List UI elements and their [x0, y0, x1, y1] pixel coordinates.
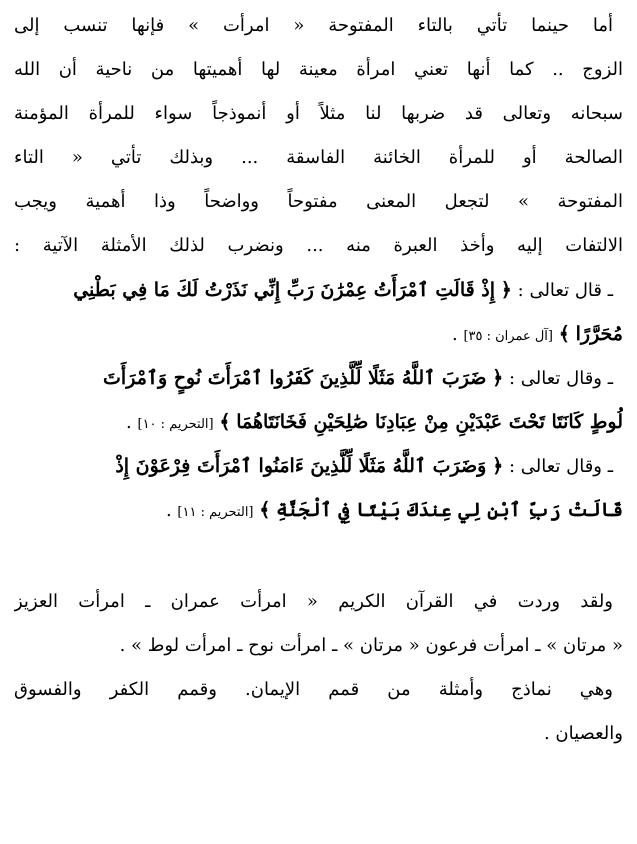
- verse-reference: [آل عمران : ٣٥]: [463, 329, 553, 344]
- paragraph-line: الصالحة أو للمرأة الخائنة الفاسقة ... وبذلك تأتي « التاء: [14, 147, 623, 168]
- example-3: [14, 444, 623, 532]
- paragraph-line: سبحانه وتعالى قد ضربها لنا مثلاً أو أنموذجاً سواء للمرأة المؤمنة: [14, 103, 623, 124]
- paragraph-line: الزوج .. كما أنها تعني امرأة معينة لها أهميتها من ناحية أن الله: [14, 59, 623, 80]
- sentence-end: .: [165, 500, 172, 521]
- conclusion-paragraph: [14, 668, 623, 756]
- verse-line: [14, 400, 623, 444]
- verse-reference: [التحريم : ١٠]: [137, 417, 214, 432]
- close-bracket: ﴾: [219, 411, 231, 433]
- example-2: [14, 356, 623, 444]
- verse-intro: ـ وقال تعالى :: [508, 368, 613, 389]
- verse-line: [14, 444, 623, 488]
- sentence-end: .: [126, 412, 132, 433]
- verse-line: [14, 268, 623, 312]
- sentence-end: .: [451, 324, 458, 345]
- quran-verse: وَضَرَبَ ٱللَّهُ مَثَلًا لِّلَّذِينَ ءَامَنُوا ٱمْرَأَتَ فِرْعَوْنَ إِذْ: [115, 455, 487, 477]
- verse-intro: ـ وقال تعالى :: [508, 456, 613, 477]
- example-1: [14, 268, 623, 356]
- verse-intro: ـ قال تعالى :: [517, 280, 613, 301]
- open-bracket: ﴿: [492, 367, 504, 389]
- verse-reference: [التحريم : ١١]: [177, 505, 254, 520]
- occurrences-paragraph: [14, 580, 623, 668]
- verse-line: [14, 488, 623, 532]
- paragraph-spacer: [14, 532, 623, 580]
- paragraph-line: « مرتان » ـ امرأت فرعون « مرتان » ـ امرأت نوح ـ امرأت لوط » .: [119, 635, 623, 656]
- paragraph-line: وهي نماذج وأمثلة من قمم الإيمان. وقمم الكفر والفسوق: [14, 679, 613, 700]
- paragraph-line: المفتوحة » لتجعل المعنى مفتوحاً وواضحاً وذا أهمية ويجب: [14, 191, 623, 212]
- open-bracket: ﴿: [500, 279, 512, 301]
- open-bracket: ﴿: [492, 455, 504, 477]
- quran-verse: مُحَرَّرًا: [575, 323, 623, 345]
- quran-verse: لُوطٍ كَانَتَا تَحْتَ عَبْدَيْنِ مِنْ عِبَادِنَا صَٰلِحَيْنِ فَخَانَتَاهُمَا: [236, 411, 623, 433]
- paragraph-line: ولقد وردت في القرآن الكريم « امرأت عمران ـ امرأت العزيز: [14, 591, 613, 612]
- intro-paragraph: [14, 4, 623, 268]
- quran-verse: قَالَتْ رَبِّ ٱبْنِ لِي عِندَكَ بَيْتًا فِي ٱلْجَنَّةِ: [276, 499, 623, 521]
- verse-line: [14, 356, 623, 400]
- quran-verse: إِذْ قَالَتِ ٱمْرَأَتُ عِمْرَٰنَ رَبِّ إِنِّي نَذَرْتُ لَكَ مَا فِي بَطْنِي: [73, 279, 496, 301]
- verse-line: [14, 312, 623, 356]
- quran-verse: ضَرَبَ ٱللَّهُ مَثَلًا لِّلَّذِينَ كَفَرُوا ٱمْرَأَتَ نُوحٍ وَٱمْرَأَتَ: [103, 367, 487, 389]
- close-bracket: ﴾: [259, 499, 271, 521]
- paragraph-line: أما حينما تأتي بالتاء المفتوحة « امرأت » فإنها تنسب إلى: [14, 15, 613, 36]
- paragraph-line: والعصيان .: [543, 723, 623, 744]
- close-bracket: ﴾: [558, 323, 570, 345]
- paragraph-line: الالتفات إليه وأخذ العبرة منه ... ونضرب لذلك الأمثلة الآتية :: [14, 235, 623, 256]
